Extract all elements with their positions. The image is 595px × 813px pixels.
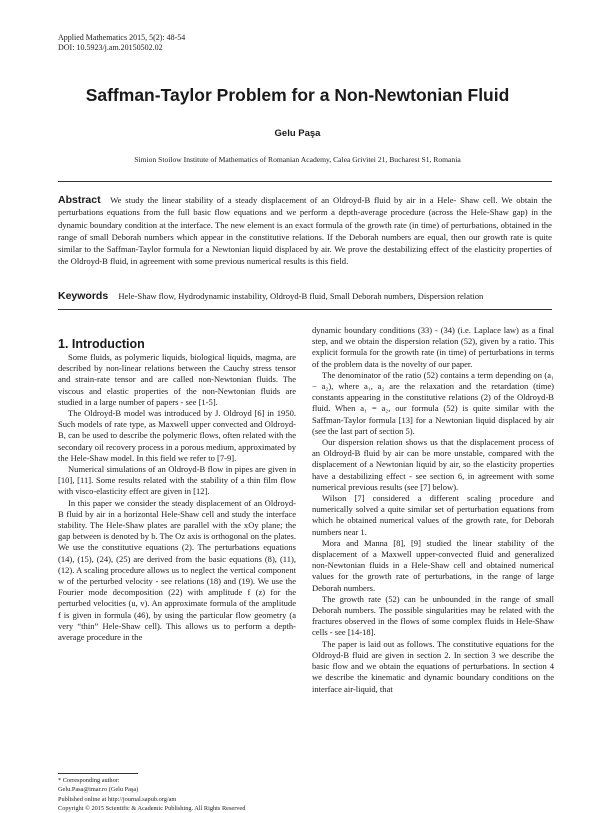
paragraph: Mora and Manna [8], [9] studied the linear stability of the displacement of a Maxwell upper-convected fluid and generalized non-Newtonian fluids in a Hele-Shaw cell and obtained numerical values for the growth rate of perturbations, in the range of large Deborah numbers.: [312, 537, 554, 593]
footnote-published: Published online at http://journal.sapub.org/am: [58, 795, 177, 803]
section-heading: 1. Introduction: [58, 337, 145, 351]
journal-doi: DOI: 10.5923/j.am.20150502.02: [58, 43, 163, 52]
paper-title: Saffman-Taylor Problem for a Non-Newtonian Fluid: [85, 85, 510, 105]
footnote: [58, 776, 245, 813]
paragraph: Numerical simulations of an Oldroyd-B flow in pipes are given in [10], [11]. Some results related with the stability of a thin film flow with visco-elasticity effect are given in [12].: [58, 464, 296, 497]
paragraph: The paper is laid out as follows. The constitutive equations for the Oldroyd-B fluid are given in section 2. In section 3 we describe the basic flow and we obtain the equations of perturbations. In section 4 we describe the kinematic and dynamic boundary conditions on the interface air-liquid, that: [312, 638, 554, 694]
paragraph: dynamic boundary conditions (33) - (34) (i.e. Laplace law) as a final step, and we obtain the dispersion relation (52), given by a ratio. This explicit formula for the growth rate (in time) of perturbations in terms of the problem data is the novelty of our paper.: [312, 325, 554, 369]
abstract-label: Abstract: [58, 194, 101, 206]
footnote-corresponding: * Corresponding author:: [58, 777, 120, 784]
paragraph: Some fluids, as polymeric liquids, biological liquids, magma, are described by non-linear relations between the Cauchy stress tensor and strain-rate tensor and are called non-Newtonian fluids. The viscous and elastic properties of the non-Newtonian fluids are studied in a large number of papers - see [1-5].: [58, 352, 296, 407]
keywords-text: Hele-Shaw flow, Hydrodynamic instability, Oldroyd-B fluid, Small Deborah numbers, Dispersion relation: [118, 291, 484, 301]
footnote-email: Gelu.Pasa@imar.ro (Gelu Paşa): [58, 786, 139, 794]
paragraph: In this paper we consider the steady displacement of an Oldroyd-B fluid by air in a horizontal Hele-Shaw cell and study the interface stability. The Hele-Shaw plates are parallel with the xOy plane; the gap between is denoted by b. The Oz axis is orthogonal on the plates. We use the constitutive equations (2). The perturbations equations (14), (15), (24), (25) are derived from the basic equations (8), (11), (12). A scaling procedure allows us to neglect the vertical component w of the perturbed velocity - see relations (18) and (19). We use the Fourier mode decomposition (22) with amplitude f (z) for the perturbed velocities (u, v). An approximate formula of the amplitude f is given in formula (46), by using the particular flow geometry (a very “thin” Hele-Shaw cell). This allows us to perform a depth-average procedure in the: [58, 497, 296, 643]
abstract-text: We study the linear stability of a steady displacement of an Oldroyd-B fluid by air in a Hele- Shaw cell. We obtain the perturbations equations from the full basic flow equations and we perform a depth-average procedure (across the Hele-Shaw gap) in the dynamic boundary condition at the interface. The new element is an exact formula of the growth rate (in time) of perturbations, obtained in the range of small Deborah numbers which appear in the constitutive relations. If the Deborah numbers are equal, then our growth rate is quite similar to the Saffman-Taylor formula for a Newtonian liquid displaced by air. We prove the destabilizing effect of the elasticity properties of the Oldroyd-B fluid, in agreement with some previous numerical results is this field.: [58, 195, 552, 267]
right-column: [312, 325, 554, 695]
left-column: [58, 352, 296, 643]
divider-bottom: [58, 309, 552, 310]
journal-citation: Applied Mathematics 2015, 5(2): 48-54: [58, 33, 186, 42]
author-affiliation: Simion Stoilow Institute of Mathematics of Romanian Academy, Calea Grivitei 21, Bucharest S1, Romania: [134, 155, 461, 164]
footnote-copyright: Copyright © 2015 Scientific & Academic Publishing. All Rights Reserved: [58, 804, 246, 812]
keywords-label: Keywords: [58, 290, 109, 302]
journal-header: [58, 33, 185, 53]
paragraph: The denominator of the ratio (52) contains a term depending on (a₁ − a₂), where a₁, a₂ are the relaxation and the retardation (time) constants appearing in the constitutive relations (2) of the Oldroyd-B fluid. When a₁ = a₂, our formula (52) is quite similar with the Saffman-Taylor formula [13] for a Newtonian liquid displaced by air (see the last part of section 5).: [312, 369, 554, 436]
paragraph: Wilson [7] considered a different scaling procedure and numerically solved a quite similar set of perturbation equations from which he obtained numerical values of the growth rate, for Deborah numbers near 1.: [312, 493, 554, 537]
paragraph: The growth rate (52) can be unbounded in the range of small Deborah numbers. The possible singularities may be related with the fractures observed in the flows of some complex fluids in Hele-Shaw cells - see [14-18].: [312, 593, 554, 638]
abstract-block: [58, 194, 552, 268]
keywords-block: [58, 290, 552, 302]
paragraph: Our dispersion relation shows us that the displacement process of an Oldroyd-B fluid by air can be more unstable, compared with the displacement of a Newtonian liquid by air, so the elasticity properties have a destabilizing effect - see section 6, in agreement with some numerical previous results (see [7] below).: [312, 437, 554, 492]
paragraph: The Oldroyd-B model was introduced by J. Oldroyd [6] in 1950. Such models of rate type, as Maxwell upper convected and Oldroyd-B, can be used to describe the polymeric flows, often related with the secondary oil recovery process in a porous medium, approximated by the Hele-Shaw model. In this field we refer to [7-9].: [58, 408, 296, 463]
divider-top: [58, 181, 552, 182]
footnote-divider: [58, 773, 138, 774]
author-name: Gelu Paşa: [274, 128, 321, 139]
